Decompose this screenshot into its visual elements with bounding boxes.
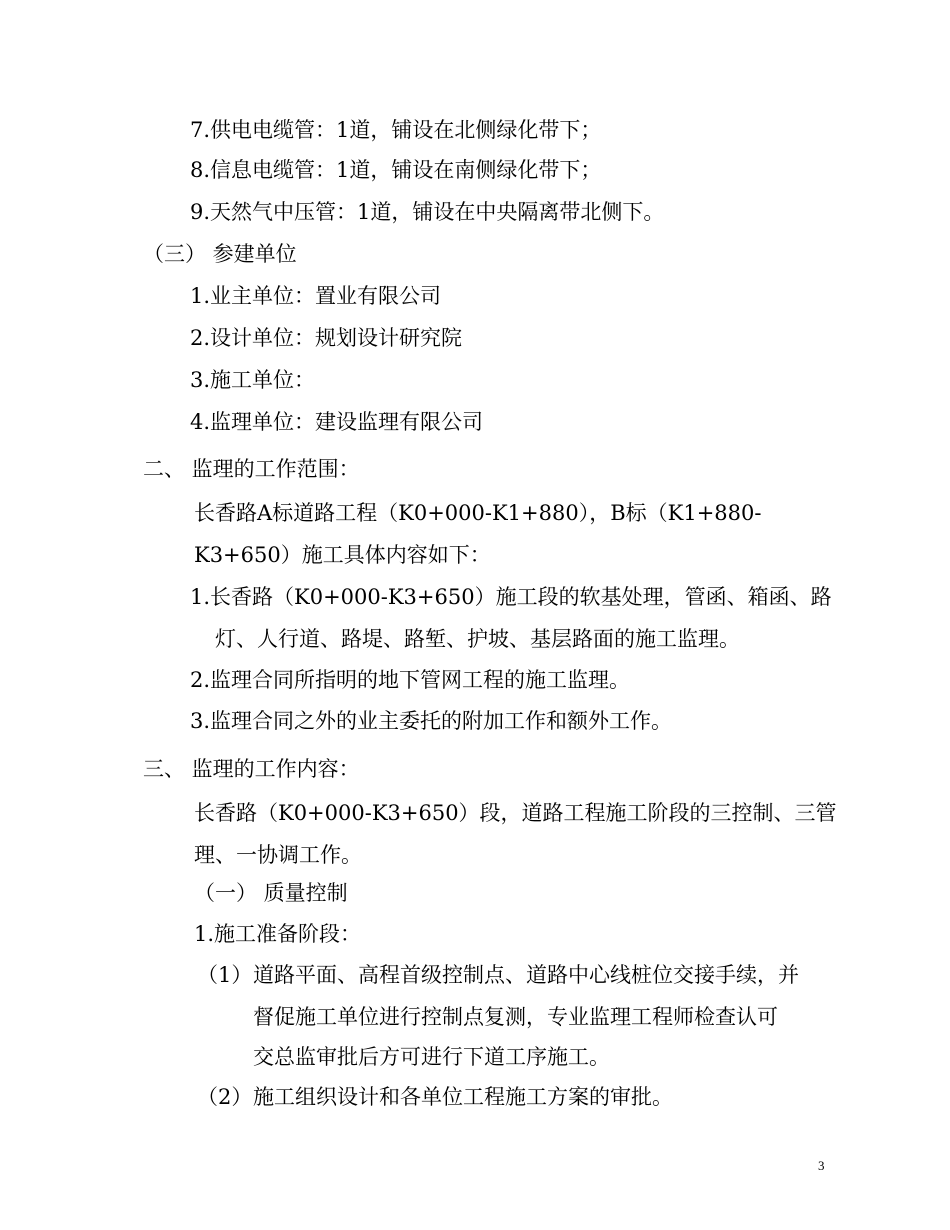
paragraph-item-7: 7.供电电缆管：1道，铺设在北侧绿化带下；: [190, 118, 602, 142]
item-text-1-line-1: 道路平面、高程首级控制点、道路中心线桩位交接手续，并: [253, 963, 799, 987]
list-item-supervisor: 4.监理单位：建设监理有限公司: [190, 410, 484, 434]
item-text-1-line-2: 督促施工单位进行控制点复测，专业监理工程师检查认可: [253, 1005, 778, 1029]
item-number-2: （2）: [197, 1085, 253, 1109]
section-heading-scope: 二、 监理的工作范围：: [143, 457, 360, 481]
item-text-1-line-3: 交总监审批后方可进行下道工序施工。: [253, 1045, 610, 1069]
paragraph-scope-line-2: K3+650）施工具体内容如下：: [194, 543, 491, 567]
list-item-scope-3: 3.监理合同之外的业主委托的附加工作和额外工作。: [190, 709, 673, 733]
paragraph-content-line-2: 理、一协调工作。: [194, 843, 362, 867]
paragraph-item-8: 8.信息电缆管：1道，铺设在南侧绿化带下；: [190, 158, 602, 182]
list-item-preparation: 1.施工准备阶段：: [194, 922, 362, 946]
paragraph-content-line-1: 长香路（K0+000-K3+650）段，道路工程施工阶段的三控制、三管: [194, 801, 837, 825]
item-number-1: （1）: [197, 963, 253, 987]
list-item-scope-2: 2.监理合同所指明的地下管网工程的施工监理。: [190, 668, 631, 692]
subsection-heading-quality: （一） 质量控制: [194, 881, 348, 905]
section-heading-participants: （三） 参建单位: [143, 242, 297, 266]
paragraph-item-9: 9.天然气中压管：1道，铺设在中央隔离带北侧下。: [190, 200, 665, 224]
section-heading-content: 三、 监理的工作内容：: [143, 757, 360, 781]
list-item-designer: 2.设计单位：规划设计研究院: [190, 326, 463, 350]
list-item-owner: 1.业主单位：置业有限公司: [190, 284, 442, 308]
item-text-2: 施工组织设计和各单位工程施工方案的审批。: [253, 1085, 673, 1109]
page-number: 3: [818, 1158, 825, 1173]
list-item-contractor: 3.施工单位：: [190, 368, 316, 392]
paragraph-scope-text-1: 长香路A标道路工程（K0+000-K1+880），B标（K1+880-: [194, 501, 762, 525]
paragraph-scope-line-1: [194, 499, 831, 527]
list-item-scope-1-cont: 灯、人行道、路堤、路堑、护坡、基层路面的施工监理。: [215, 627, 740, 651]
list-item-scope-1: 1.长香路（K0+000-K3+650）施工段的软基处理，管函、箱函、路: [190, 585, 832, 609]
